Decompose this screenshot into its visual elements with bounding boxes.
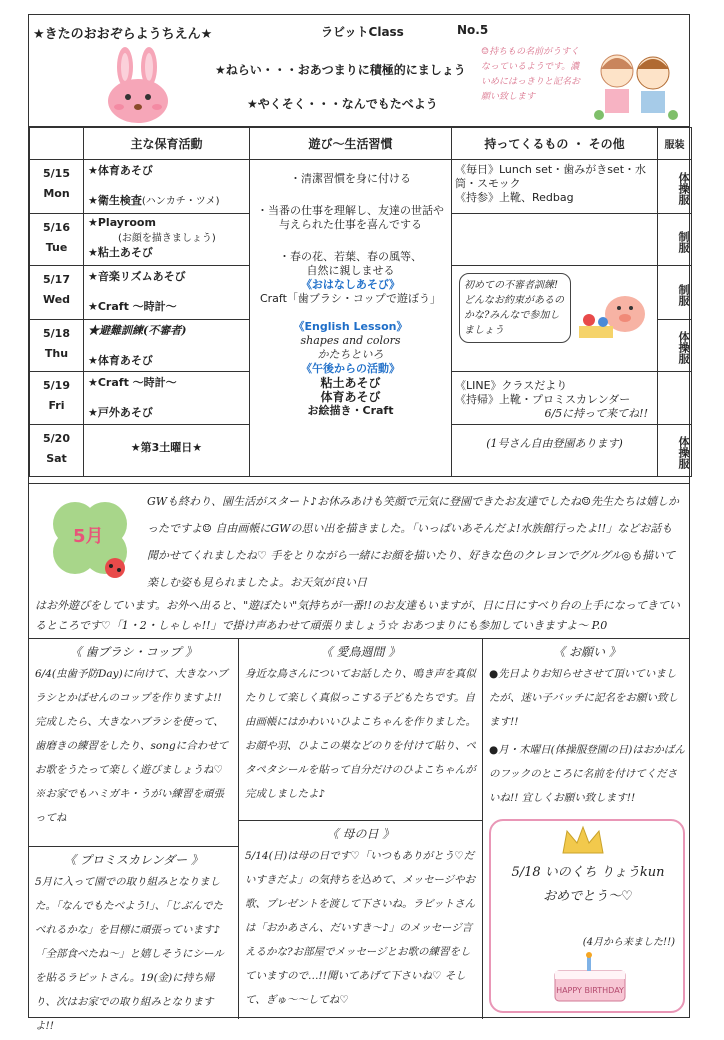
birthday-line-1: 5/18 いのくち りょうkun: [511, 865, 665, 880]
day-date: 5/16: [43, 221, 70, 234]
activity-2: ★粘土あそび: [88, 246, 153, 259]
request-body-1: ●先日よりお知らせさせて頂いていましたが、迷い子バッチに記名をお願い致します!!: [489, 668, 678, 728]
issue-number: No.5: [457, 23, 489, 37]
bring-line: 《LINE》クラスだより: [455, 379, 568, 392]
habits-cell: [250, 160, 452, 477]
bring-daily: 《毎日》Lunch set・歯みがきset・水筒・スモック: [455, 163, 647, 190]
activity-cell: [84, 320, 250, 372]
activity-2: ★衛生検査(ハンカチ・ツメ): [88, 194, 220, 207]
table-row: [30, 160, 692, 214]
bring-return: 《持帰》上靴・プロミスカレンダー: [455, 393, 631, 406]
bring-cell: [452, 160, 658, 214]
activity-1-sub: (お顔を描きましょう): [118, 233, 216, 244]
newsletter-sheet: [28, 14, 690, 1032]
toothbrush-box: [29, 639, 239, 847]
afternoon-3: お絵描き・Craft: [307, 404, 394, 417]
bring-shoes: 《持参》上靴、Redbag: [455, 191, 574, 204]
habit-2b: 与えられた仕事を喜んでする: [279, 218, 422, 231]
toothbrush-body: 6/4(虫歯予防Day)に向けて、大きなハブラシとかばせんのコップを作りますよ!!完成したら、大きなハブラシを使って、歯磨きの練習をしたり、songに合わせてお歌をうたって楽しく遊びましょうね♡ ※お家でもハミガキ・うがい練習を頑張ってね: [35, 668, 229, 824]
request-box: [483, 639, 691, 819]
uniform-cell: 制服: [658, 214, 692, 266]
day-weekday: Fri: [48, 399, 65, 412]
activity-cell: [84, 372, 250, 425]
afternoon-heading: 《午後からの活動》: [301, 362, 400, 375]
may-text: GWも終わり、園生活がスタート♪お休みあけも笑顔で元気に登園できたお友達でしたね☺先生たちは嬉しかったですよ☺ 自由画帳にGWの思い出を描きました。「いっぱいあそんだよ!水族館行ったよ!!」などお話も聞かせてくれましたね♡ 手をとりながら一緒にお顔を描いたり、好きな色のクレヨンでグルグル◎も描いて楽しむ姿も見られましたよ。お天気が良い日: [147, 495, 679, 589]
activity-1: ★Craft ～時計～: [88, 376, 177, 389]
request-title: 《 お願い 》: [553, 645, 621, 659]
toothbrush-title: 《 歯ブラシ・コップ 》: [69, 645, 198, 659]
uniform-cell: 体操服: [658, 425, 692, 477]
activity-cell: [84, 266, 250, 320]
col-header-activity: 主な保育活動: [84, 128, 250, 160]
col-header-habits: 遊び～生活習慣: [250, 128, 452, 160]
day-weekday: Mon: [43, 187, 70, 200]
activity-cell: [84, 160, 250, 214]
english-heading: 《English Lesson》: [293, 320, 408, 333]
habit-1: ・清潔習慣を身に付ける: [290, 172, 411, 185]
corner-note: ☺持ちもの名前がうすくなっているようです。濃いめにはっきりと記名お願い致します: [481, 47, 581, 102]
class-name: ラビットClass: [321, 25, 404, 39]
activity-2-sub: (ハンカチ・ツメ): [141, 196, 220, 207]
day-weekday: Sat: [46, 452, 67, 465]
day-cell: [30, 425, 84, 477]
day-cell: [30, 320, 84, 372]
day-date: 5/18: [43, 327, 70, 340]
drill-note-bubble: 初めての不審者訓練!どんなお約束があるのかな?みんなで参加しましょう: [459, 273, 571, 343]
request-body-2: ●月・木曜日(体操服登園の日)はおかばんのフックのところに名前を付けてくださいね!! 宜しくお願い致します!!: [489, 744, 685, 804]
day-date: 5/19: [43, 379, 70, 392]
promise-calendar-box: [29, 847, 239, 1032]
english-topic: shapes and colors: [300, 334, 401, 347]
col-header-bring: 持ってくるもの ・ その他: [452, 128, 658, 160]
uniform-cell: 体操服: [658, 160, 692, 214]
aim-text: ★ねらい・・・おあつまりに積極的にましょう: [215, 63, 466, 77]
mothers-day-body: 5/14(日)は母の日です♡「いつもありがとう♡だいすきだよ」の気持ちを込めて、メッセージやお歌、プレゼントを渡して下さいね。ラビットさんは「おかあさん、だいすき～♪」のメッセージ言えるかな?お部屋でメッセージとお歌の練習をしていますので…!!聞いてあげて下さいね♡ そして、ぎゅ～～してね♡: [245, 850, 476, 1006]
promise-calendar-body: 5月に入って園での取り組みとなりました。「なんでもたべよう!」、「じぶんでたべれるかな」を目標に頑張っています♪「全部食べたね～」と嬉しそうにシールを貼るラビットさん。19(金)に持ち帰り、次はお家での取り組みとなりますよ!!: [35, 876, 224, 1032]
day-cell: [30, 214, 84, 266]
day-weekday: Wed: [42, 293, 71, 306]
bring-cell: (1号さん自由登園あります): [452, 425, 658, 477]
day-weekday: Thu: [44, 347, 69, 360]
activity-cell: [84, 214, 250, 266]
activity-1: ★Playroom: [88, 216, 156, 229]
activity-1: ★第3土曜日★: [130, 441, 203, 454]
day-date: 5/17: [43, 273, 70, 286]
corner-cell: [30, 128, 84, 160]
may-message: [29, 483, 689, 639]
afternoon-2: 体育あそび: [320, 390, 381, 404]
uniform-cell: 制服: [658, 266, 692, 320]
bird-week-body: 身近な鳥さんについてお話したり、鳴き声を真似たりして楽しく真似っこする子どもたちです。自由画帳にはかわいいひよこちゃんを作りました。お顔や羽、ひよこの巣などのりを付けて貼り、ペタペタシールを貼って自分だけのひよこちゃんが完成しましたよ♪: [245, 668, 476, 800]
day-date: 5/15: [43, 167, 70, 180]
habit-3a: ・春の花、若葉、春の風等、: [279, 250, 422, 263]
bring-note-cell: [452, 266, 658, 372]
habit-2a: ・当番の仕事を理解し、友達の世話や: [257, 204, 444, 217]
cake-illustration: [547, 951, 633, 1007]
may-badge: 5月: [73, 526, 104, 547]
cake-text: HAPPY BIRTHDAY: [556, 986, 624, 995]
table-header-row: [30, 128, 692, 160]
day-cell: [30, 266, 84, 320]
school-name: ★きたのおおぞらようちえん★: [33, 27, 213, 42]
bring-cell: [452, 372, 658, 425]
afternoon-1: 粘土あそび: [320, 376, 381, 390]
bird-week-title: 《 愛鳥週間 》: [320, 645, 401, 659]
craft-note: Craft「歯ブラシ・コップで遊ぼう」: [259, 292, 442, 305]
day-cell: [30, 372, 84, 425]
promise-text: ★やくそく・・・なんでもたべよう: [247, 97, 438, 111]
activity-cell: [84, 425, 250, 477]
activity-2: ★Craft ～時計～: [88, 300, 177, 313]
children-illustration: [589, 43, 681, 123]
day-date: 5/20: [43, 432, 70, 445]
mothers-day-title: 《 母の日 》: [326, 827, 395, 841]
schedule-table: [29, 127, 692, 477]
english-topic-ja: かたちといろ: [317, 348, 384, 361]
bunny-illustration: [103, 47, 173, 125]
header: [29, 15, 689, 127]
crown-icon: [561, 825, 605, 855]
birthday-line-2: おめでとう～♡: [543, 889, 633, 904]
story-play-heading: 《おはなしあそび》: [300, 278, 401, 291]
bring-cell-empty: [452, 214, 658, 266]
activity-1: ★避難訓練(不審者): [88, 324, 187, 337]
activity-2: ★戸外あそび: [88, 406, 153, 419]
uniform-cell: 体操服: [658, 320, 692, 372]
promise-calendar-title: 《 プロミスカレンダー 》: [64, 853, 203, 867]
bird-week-box: [239, 639, 483, 821]
bring-due: 6/5に持って来てね!!: [544, 407, 648, 420]
activity-1: ★体育あそび: [88, 164, 153, 177]
day-weekday: Tue: [45, 241, 68, 254]
birthday-frame: [489, 819, 685, 1013]
mothers-day-box: [239, 821, 483, 1019]
col-header-uniform: 服装: [658, 128, 692, 160]
activity-1: ★音楽リズムあそび: [88, 270, 186, 283]
activity-2: ★体育あそび: [88, 354, 153, 367]
day-cell: [30, 160, 84, 214]
birthday-text: [501, 861, 675, 909]
birthday-sub: (4月から来ました!!): [582, 937, 675, 948]
may-text-2: はお外遊びをしています。お外へ出ると、"遊ぼたい"気持ちが一番!!のお友達もいますが、日に日にすべり台の上手になってきているところです♡「1・2・しゃしゃ!!」で掛け声あわせて頑張りましょう☆ おあつまりにも参加していきますよ～ P.0: [35, 599, 680, 632]
habit-3b: 自然に親しませる: [306, 264, 395, 277]
pig-illustration: [573, 280, 651, 350]
uniform-cell: [658, 372, 692, 425]
